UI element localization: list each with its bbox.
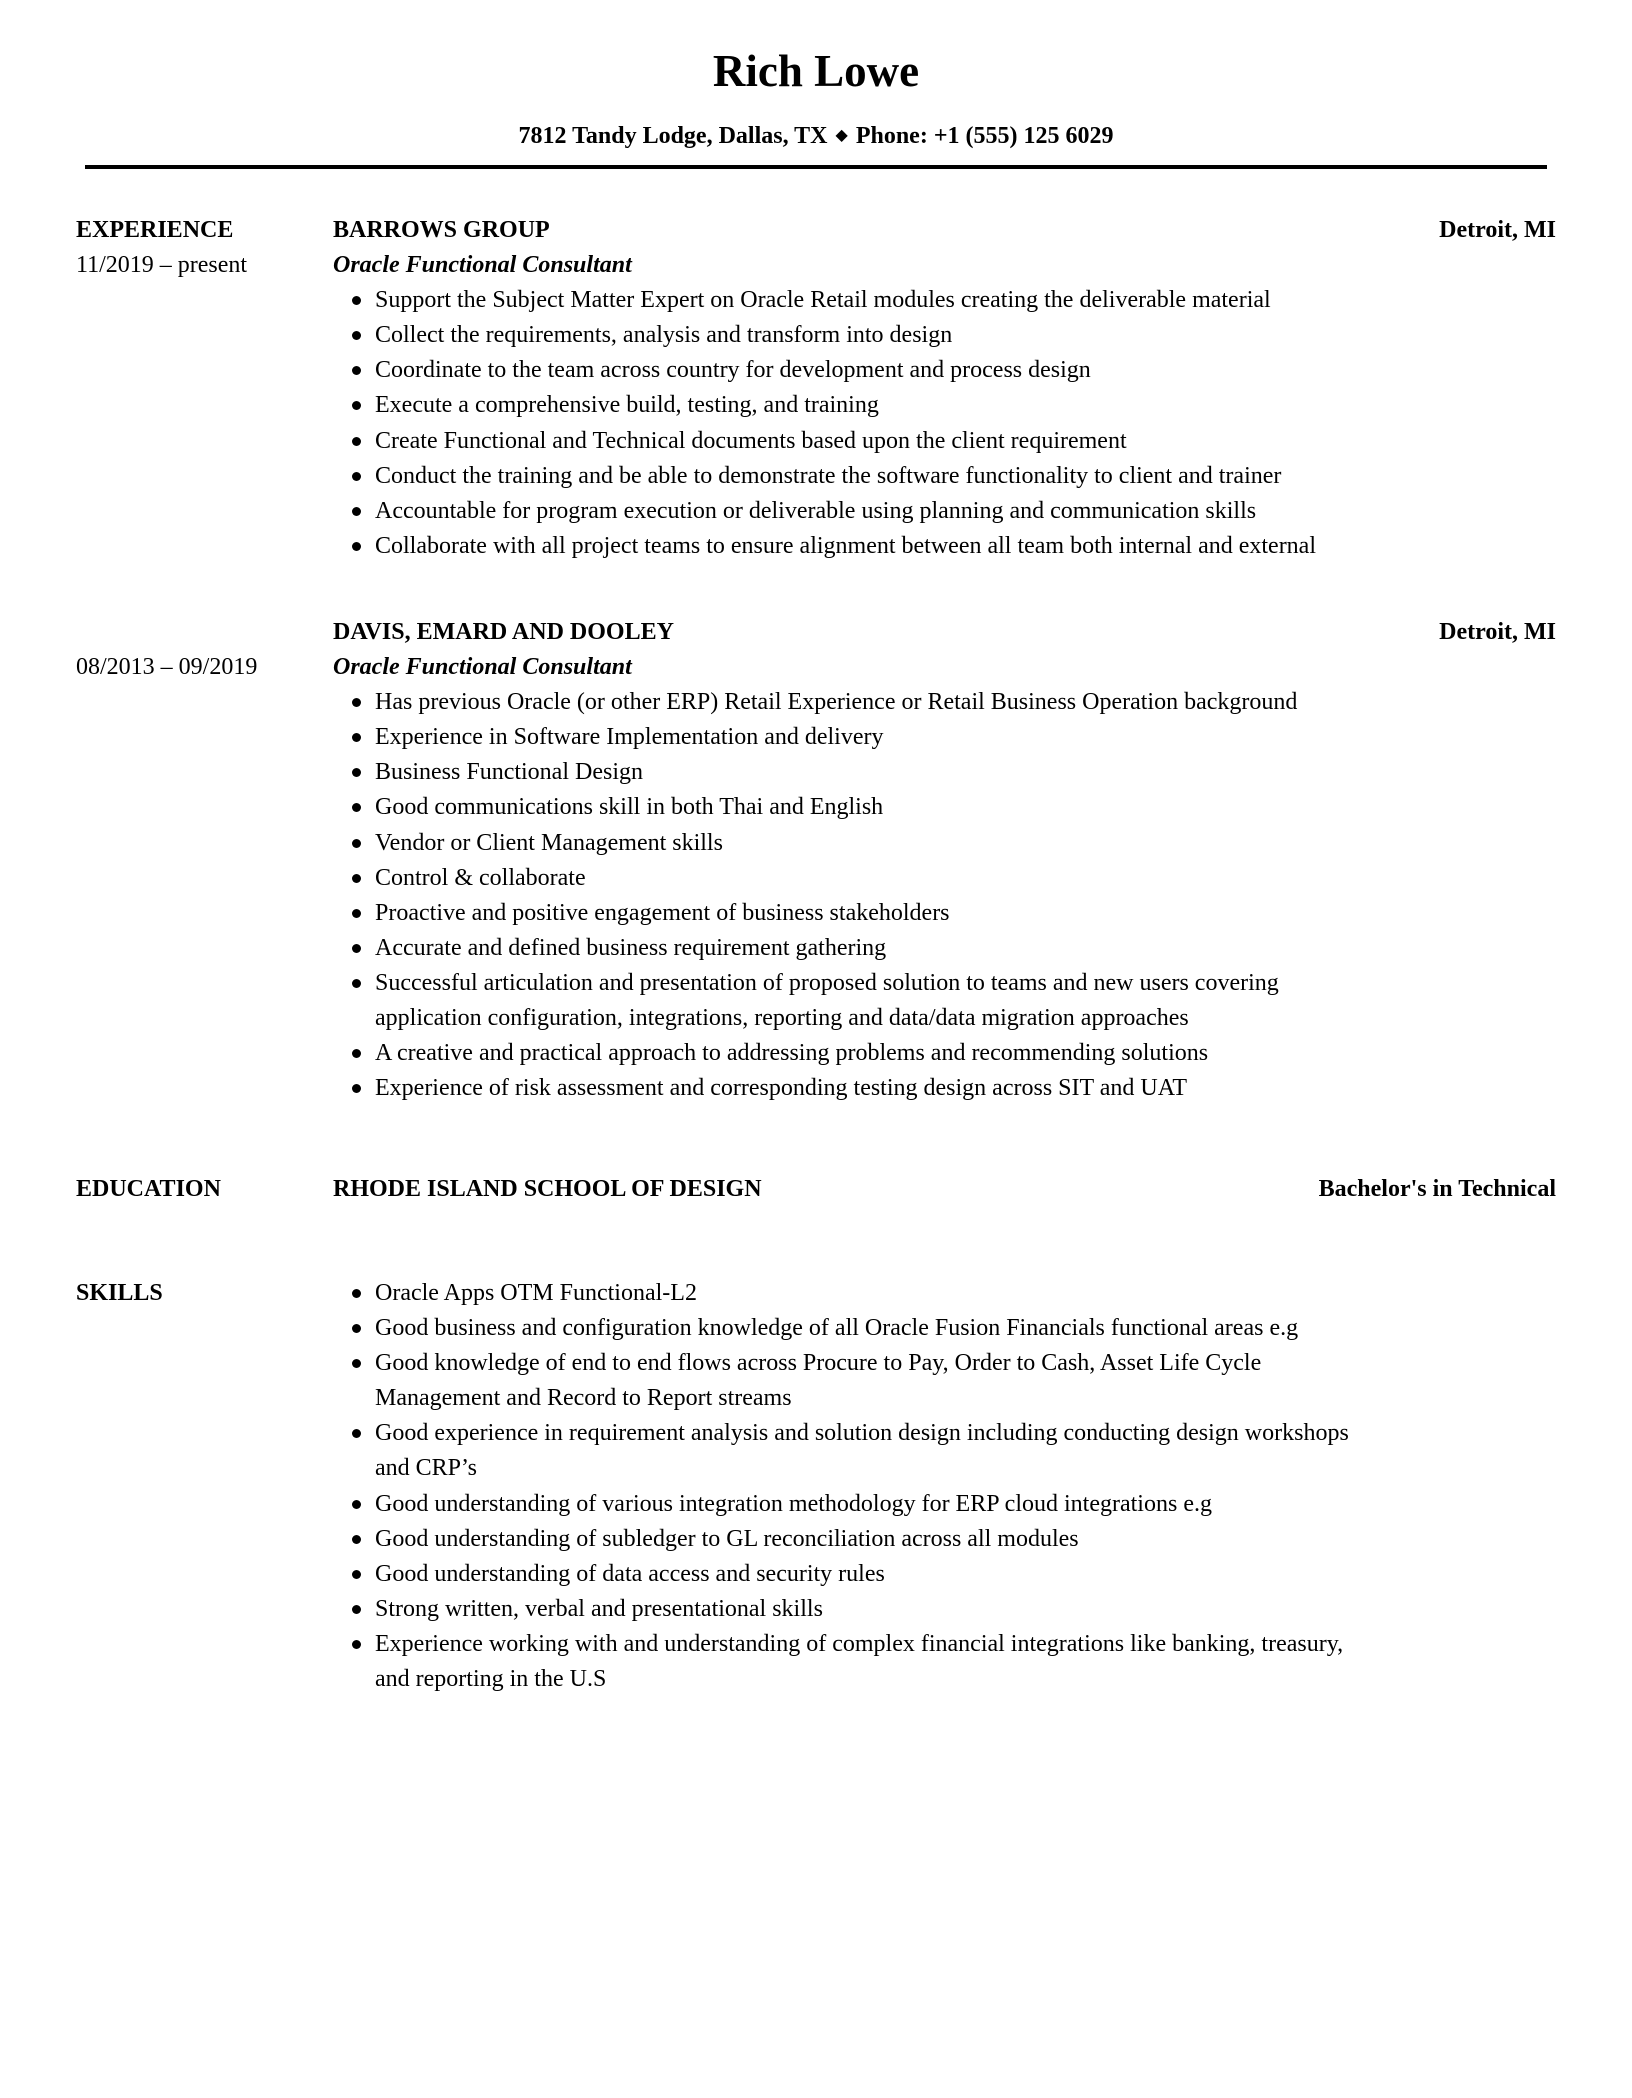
bullet-dot-icon — [352, 1324, 361, 1333]
company-name: DAVIS, EMARD AND DOOLEY — [333, 619, 674, 645]
bullet-text: Proactive and positive engagement of business stakeholders — [375, 899, 950, 926]
bullet-text: Good understanding of data access and security rules — [375, 1560, 885, 1587]
bullet-item — [333, 966, 1556, 1036]
bullet-item — [333, 459, 1556, 494]
bullet-text: Collect the requirements, analysis and transform into design — [375, 322, 953, 349]
bullet-text: Collaborate with all project teams to ensure alignment between all team both internal and external — [375, 532, 1317, 559]
bullet-item — [333, 1416, 1556, 1486]
bullet-text: Experience in Software Implementation and delivery — [375, 724, 884, 751]
bullet-item — [333, 720, 1556, 755]
bullet-dot-icon — [352, 1605, 361, 1614]
job-dates: 11/2019 – present — [76, 252, 248, 279]
bullet-text: Good business and configuration knowledge of all Oracle Fusion Financials functional areas e.g — [375, 1315, 1299, 1342]
bullet-item — [333, 1627, 1556, 1697]
job-entry — [333, 615, 1556, 1106]
job-bullets — [333, 283, 1556, 564]
bullet-dot-icon — [352, 1049, 361, 1058]
bullet-dot-icon — [352, 733, 361, 742]
bullet-text: Execute a comprehensive build, testing, and training — [375, 392, 879, 419]
bullet-item — [333, 1557, 1556, 1592]
bullet-text: Conduct the training and be able to demonstrate the software functionality to client and trainer — [375, 462, 1282, 489]
bullet-item — [333, 755, 1556, 790]
bullet-item — [333, 1036, 1556, 1071]
candidate-name: Rich Lowe — [712, 46, 920, 96]
section-label-skills: SKILLS — [76, 1280, 163, 1306]
bullet-item — [333, 790, 1556, 825]
header-divider — [85, 165, 1547, 169]
bullet-item — [333, 283, 1556, 318]
bullet-text: Strong written, verbal and presentational skills — [375, 1595, 823, 1622]
bullet-dot-icon — [352, 296, 361, 305]
bullet-text: Experience working with and understanding of complex financial integrations like banking, treasury, — [375, 1630, 1344, 1657]
bullet-text: Coordinate to the team across country for development and process design — [375, 357, 1091, 384]
job-location: Detroit, MI — [1439, 217, 1556, 243]
bullet-dot-icon — [352, 366, 361, 375]
job-title: Oracle Functional Consultant — [333, 252, 632, 279]
bullet-item — [333, 685, 1556, 720]
bullet-item — [333, 1311, 1556, 1346]
bullet-dot-icon — [352, 839, 361, 848]
bullet-text: Good communications skill in both Thai and English — [375, 794, 884, 821]
bullet-text: Good understanding of various integration methodology for ERP cloud integrations e.g — [375, 1490, 1212, 1517]
bullet-text: Has previous Oracle (or other ERP) Retail Experience or Retail Business Operation background — [375, 689, 1298, 716]
bullet-dot-icon — [352, 979, 361, 988]
bullet-text: application configuration, integrations, reporting and data/data migration approaches — [375, 1005, 1189, 1032]
bullet-text: Oracle Apps OTM Functional-L2 — [375, 1280, 697, 1306]
section-label-education: EDUCATION — [76, 1176, 221, 1202]
bullet-dot-icon — [352, 331, 361, 340]
bullet-text: Management and Record to Report streams — [375, 1385, 792, 1412]
bullet-item — [333, 388, 1556, 423]
bullet-text: Business Functional Design — [375, 759, 643, 786]
bullet-text: Good knowledge of end to end flows across Procure to Pay, Order to Cash, Asset Life Cycle — [375, 1350, 1262, 1377]
bullet-dot-icon — [352, 472, 361, 481]
bullet-dot-icon — [352, 874, 361, 883]
bullet-item — [333, 931, 1556, 966]
address: 7812 Tandy Lodge, Dallas, TX — [518, 123, 828, 149]
bullet-item — [333, 494, 1556, 529]
bullet-item — [333, 529, 1556, 564]
bullet-text: Accurate and defined business requirement gathering — [375, 934, 887, 961]
bullet-item — [333, 424, 1556, 459]
bullet-dot-icon — [352, 1359, 361, 1368]
skills-bullets — [333, 1276, 1556, 1697]
bullet-item — [333, 1592, 1556, 1627]
bullet-item — [333, 353, 1556, 388]
bullet-dot-icon — [352, 542, 361, 551]
bullet-text: Create Functional and Technical documents based upon the client requirement — [375, 427, 1127, 454]
bullet-dot-icon — [352, 1289, 361, 1298]
bullet-dot-icon — [352, 1500, 361, 1509]
bullet-text: Control & collaborate — [375, 864, 586, 891]
bullet-dot-icon — [352, 698, 361, 707]
bullet-dot-icon — [352, 1570, 361, 1579]
bullet-dot-icon — [352, 1429, 361, 1438]
bullet-item — [333, 1346, 1556, 1416]
bullet-dot-icon — [352, 768, 361, 777]
company-name: BARROWS GROUP — [333, 217, 550, 243]
bullet-dot-icon — [352, 1640, 361, 1649]
bullet-item — [333, 1487, 1556, 1522]
bullet-dot-icon — [352, 1084, 361, 1093]
bullet-text: and CRP’s — [375, 1455, 478, 1482]
bullet-text: A creative and practical approach to addressing problems and recommending solutions — [375, 1040, 1209, 1067]
bullet-dot-icon — [352, 401, 361, 410]
bullet-item — [333, 318, 1556, 353]
bullet-text: Good experience in requirement analysis and solution design including conducting design workshops — [375, 1420, 1349, 1447]
bullet-text: Support the Subject Matter Expert on Oracle Retail modules creating the deliverable material — [375, 287, 1271, 314]
bullet-text: Accountable for program execution or deliverable using planning and communication skills — [375, 497, 1257, 524]
job-location: Detroit, MI — [1439, 619, 1556, 645]
bullet-text: and reporting in the U.S — [375, 1666, 607, 1693]
job-entry — [333, 213, 1556, 564]
job-title: Oracle Functional Consultant — [333, 654, 632, 681]
job-dates: 08/2013 – 09/2019 — [76, 654, 258, 681]
bullet-dot-icon — [352, 803, 361, 812]
bullet-text: Successful articulation and presentation of proposed solution to teams and new users covering — [375, 969, 1279, 996]
phone: Phone: +1 (555) 125 6029 — [855, 123, 1114, 149]
degree: Bachelor's in Technical — [1318, 1176, 1556, 1202]
bullet-item — [333, 1071, 1556, 1106]
bullet-dot-icon — [352, 1535, 361, 1544]
contact-line — [0, 119, 1632, 156]
bullet-item — [333, 896, 1556, 931]
bullet-item — [333, 1276, 1556, 1311]
bullet-item — [333, 861, 1556, 896]
bullet-item — [333, 826, 1556, 861]
section-label-experience: EXPERIENCE — [76, 217, 234, 243]
bullet-dot-icon — [352, 507, 361, 516]
bullet-text: Good understanding of subledger to GL reconciliation across all modules — [375, 1525, 1079, 1552]
bullet-dot-icon — [352, 944, 361, 953]
job-bullets — [333, 685, 1556, 1106]
bullet-dot-icon — [352, 437, 361, 446]
diamond-separator-icon: ◆ — [835, 127, 848, 144]
school-name: RHODE ISLAND SCHOOL OF DESIGN — [333, 1176, 762, 1202]
bullet-text: Vendor or Client Management skills — [375, 829, 723, 856]
bullet-item — [333, 1522, 1556, 1557]
bullet-text: Experience of risk assessment and corresponding testing design across SIT and UAT — [375, 1075, 1188, 1102]
bullet-dot-icon — [352, 909, 361, 918]
